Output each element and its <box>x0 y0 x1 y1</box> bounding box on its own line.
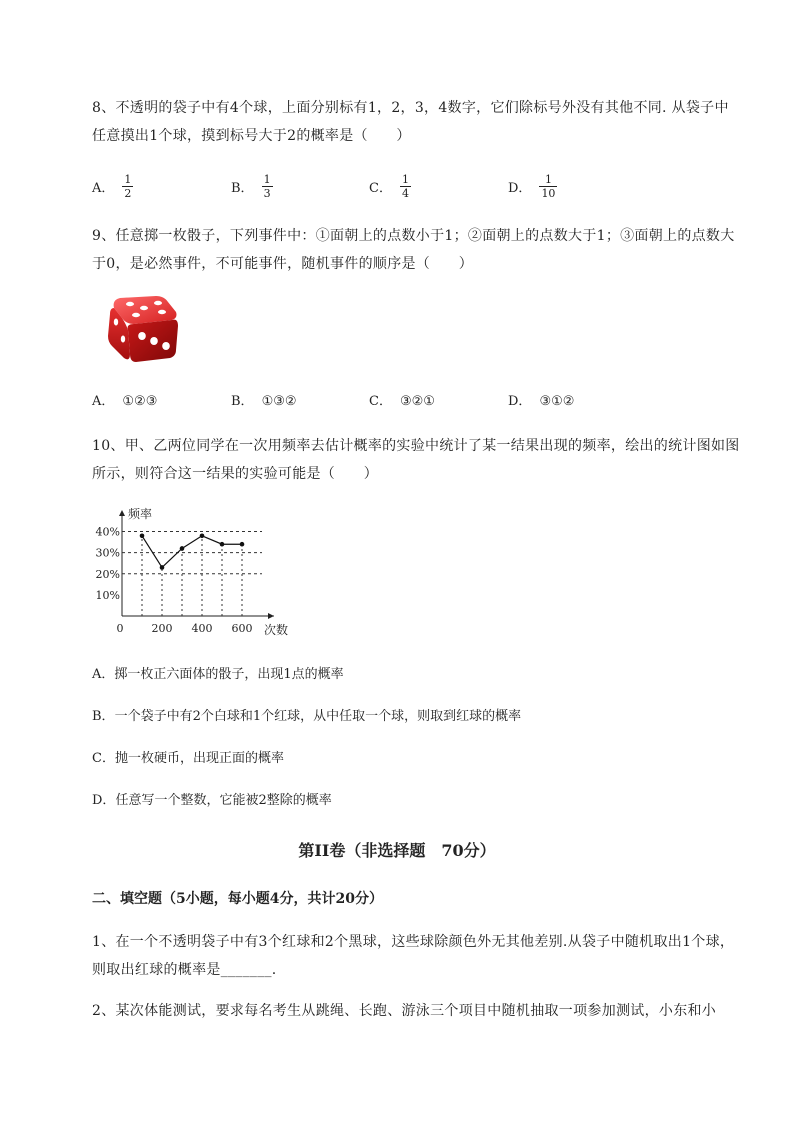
question-10-option-a[interactable]: A．掷一枚正六面体的骰子，出现1点的概率 <box>92 667 344 682</box>
question-8-text: 8、不透明的袋子中有4个球，上面分别标有1，2，3，4数字，它们除标号外没有其他不同. 从袋子中任意摸出1个球，摸到标号大于2的概率是（ ） <box>92 100 729 144</box>
option-b[interactable]: B． $\frac{1}{3}$ <box>231 172 271 200</box>
fraction: $\frac{1}{2}$ <box>124 172 132 200</box>
dice-image <box>106 294 180 364</box>
option-d[interactable]: D． ③①② <box>508 394 575 409</box>
y-axis-arrow <box>119 510 125 516</box>
y-tick-label: 10% <box>95 588 120 602</box>
option-c[interactable]: C． $\frac{1}{4}$ <box>369 172 409 200</box>
option-a[interactable]: A． ①②③ <box>92 394 158 409</box>
data-point <box>160 565 165 570</box>
x-axis-label: 次数 <box>264 623 289 637</box>
x-tick-label: 400 <box>191 622 213 635</box>
fill-in-section-heading: 二、填空题（5小题，每小题4分，共计20分） <box>92 891 383 907</box>
question-10-option-d[interactable]: D．任意写一个整数，它能被2整除的概率 <box>92 793 332 808</box>
y-axis-label: 频率 <box>128 507 153 521</box>
data-point <box>180 546 185 551</box>
option-a[interactable]: A． $\frac{1}{2}$ <box>92 172 132 200</box>
origin-label: 0 <box>116 622 124 635</box>
series-line <box>142 536 242 568</box>
x-tick-label: 200 <box>151 622 173 635</box>
y-tick-label: 20% <box>95 567 120 581</box>
data-point <box>240 542 245 547</box>
data-point <box>220 542 225 547</box>
question-10-option-b[interactable]: B．一个袋子中有2个白球和1个红球，从中任取一个球，则取到红球的概率 <box>92 709 522 724</box>
question-9-text: 9、任意掷一枚骰子，下列事件中：①面朝上的点数小于1；②面朝上的点数大于1；③面朝上的点数大于0，是必然事件，不可能事件，随机事件的顺序是（ ） <box>92 228 735 272</box>
y-tick-label: 40% <box>95 525 120 539</box>
y-tick-label: 30% <box>95 546 120 560</box>
question-8-options <box>92 166 712 206</box>
fill-question-2: 2、某次体能测试，要求每名考生从跳绳、长跑、游泳三个项目中随机抽取一项参加测试，小东和小 <box>92 1003 717 1019</box>
data-point <box>140 533 145 538</box>
fraction: $\frac{1}{3}$ <box>263 172 271 200</box>
x-axis-arrow <box>268 613 274 619</box>
data-point <box>200 533 205 538</box>
option-c[interactable]: C． ③②① <box>369 394 435 409</box>
part-2-title: 第II卷（非选择题 70分） <box>298 841 496 860</box>
fraction: $\frac{1}{4}$ <box>401 172 409 200</box>
question-10-option-c[interactable]: C．抛一枚硬币，出现正面的概率 <box>92 751 284 766</box>
question-10-text: 10、甲、乙两位同学在一次用频率去估计概率的实验中统计了某一结果出现的频率，绘出的统计图如图所示，则符合这一结果的实验可能是（ ） <box>92 438 740 482</box>
option-b[interactable]: B． ①③② <box>231 394 297 409</box>
fraction: $\frac{1}{10}$ <box>541 172 556 200</box>
x-tick-label: 600 <box>231 622 253 635</box>
frequency-chart <box>95 502 290 642</box>
option-d[interactable]: D． $\frac{1}{10}$ <box>508 172 556 200</box>
fill-question-1: 1、在一个不透明袋子中有3个红球和2个黑球，这些球除颜色外无其他差别.从袋子中随机取出1个球，则取出红球的概率是_______. <box>92 934 735 978</box>
question-9-options <box>92 382 712 422</box>
